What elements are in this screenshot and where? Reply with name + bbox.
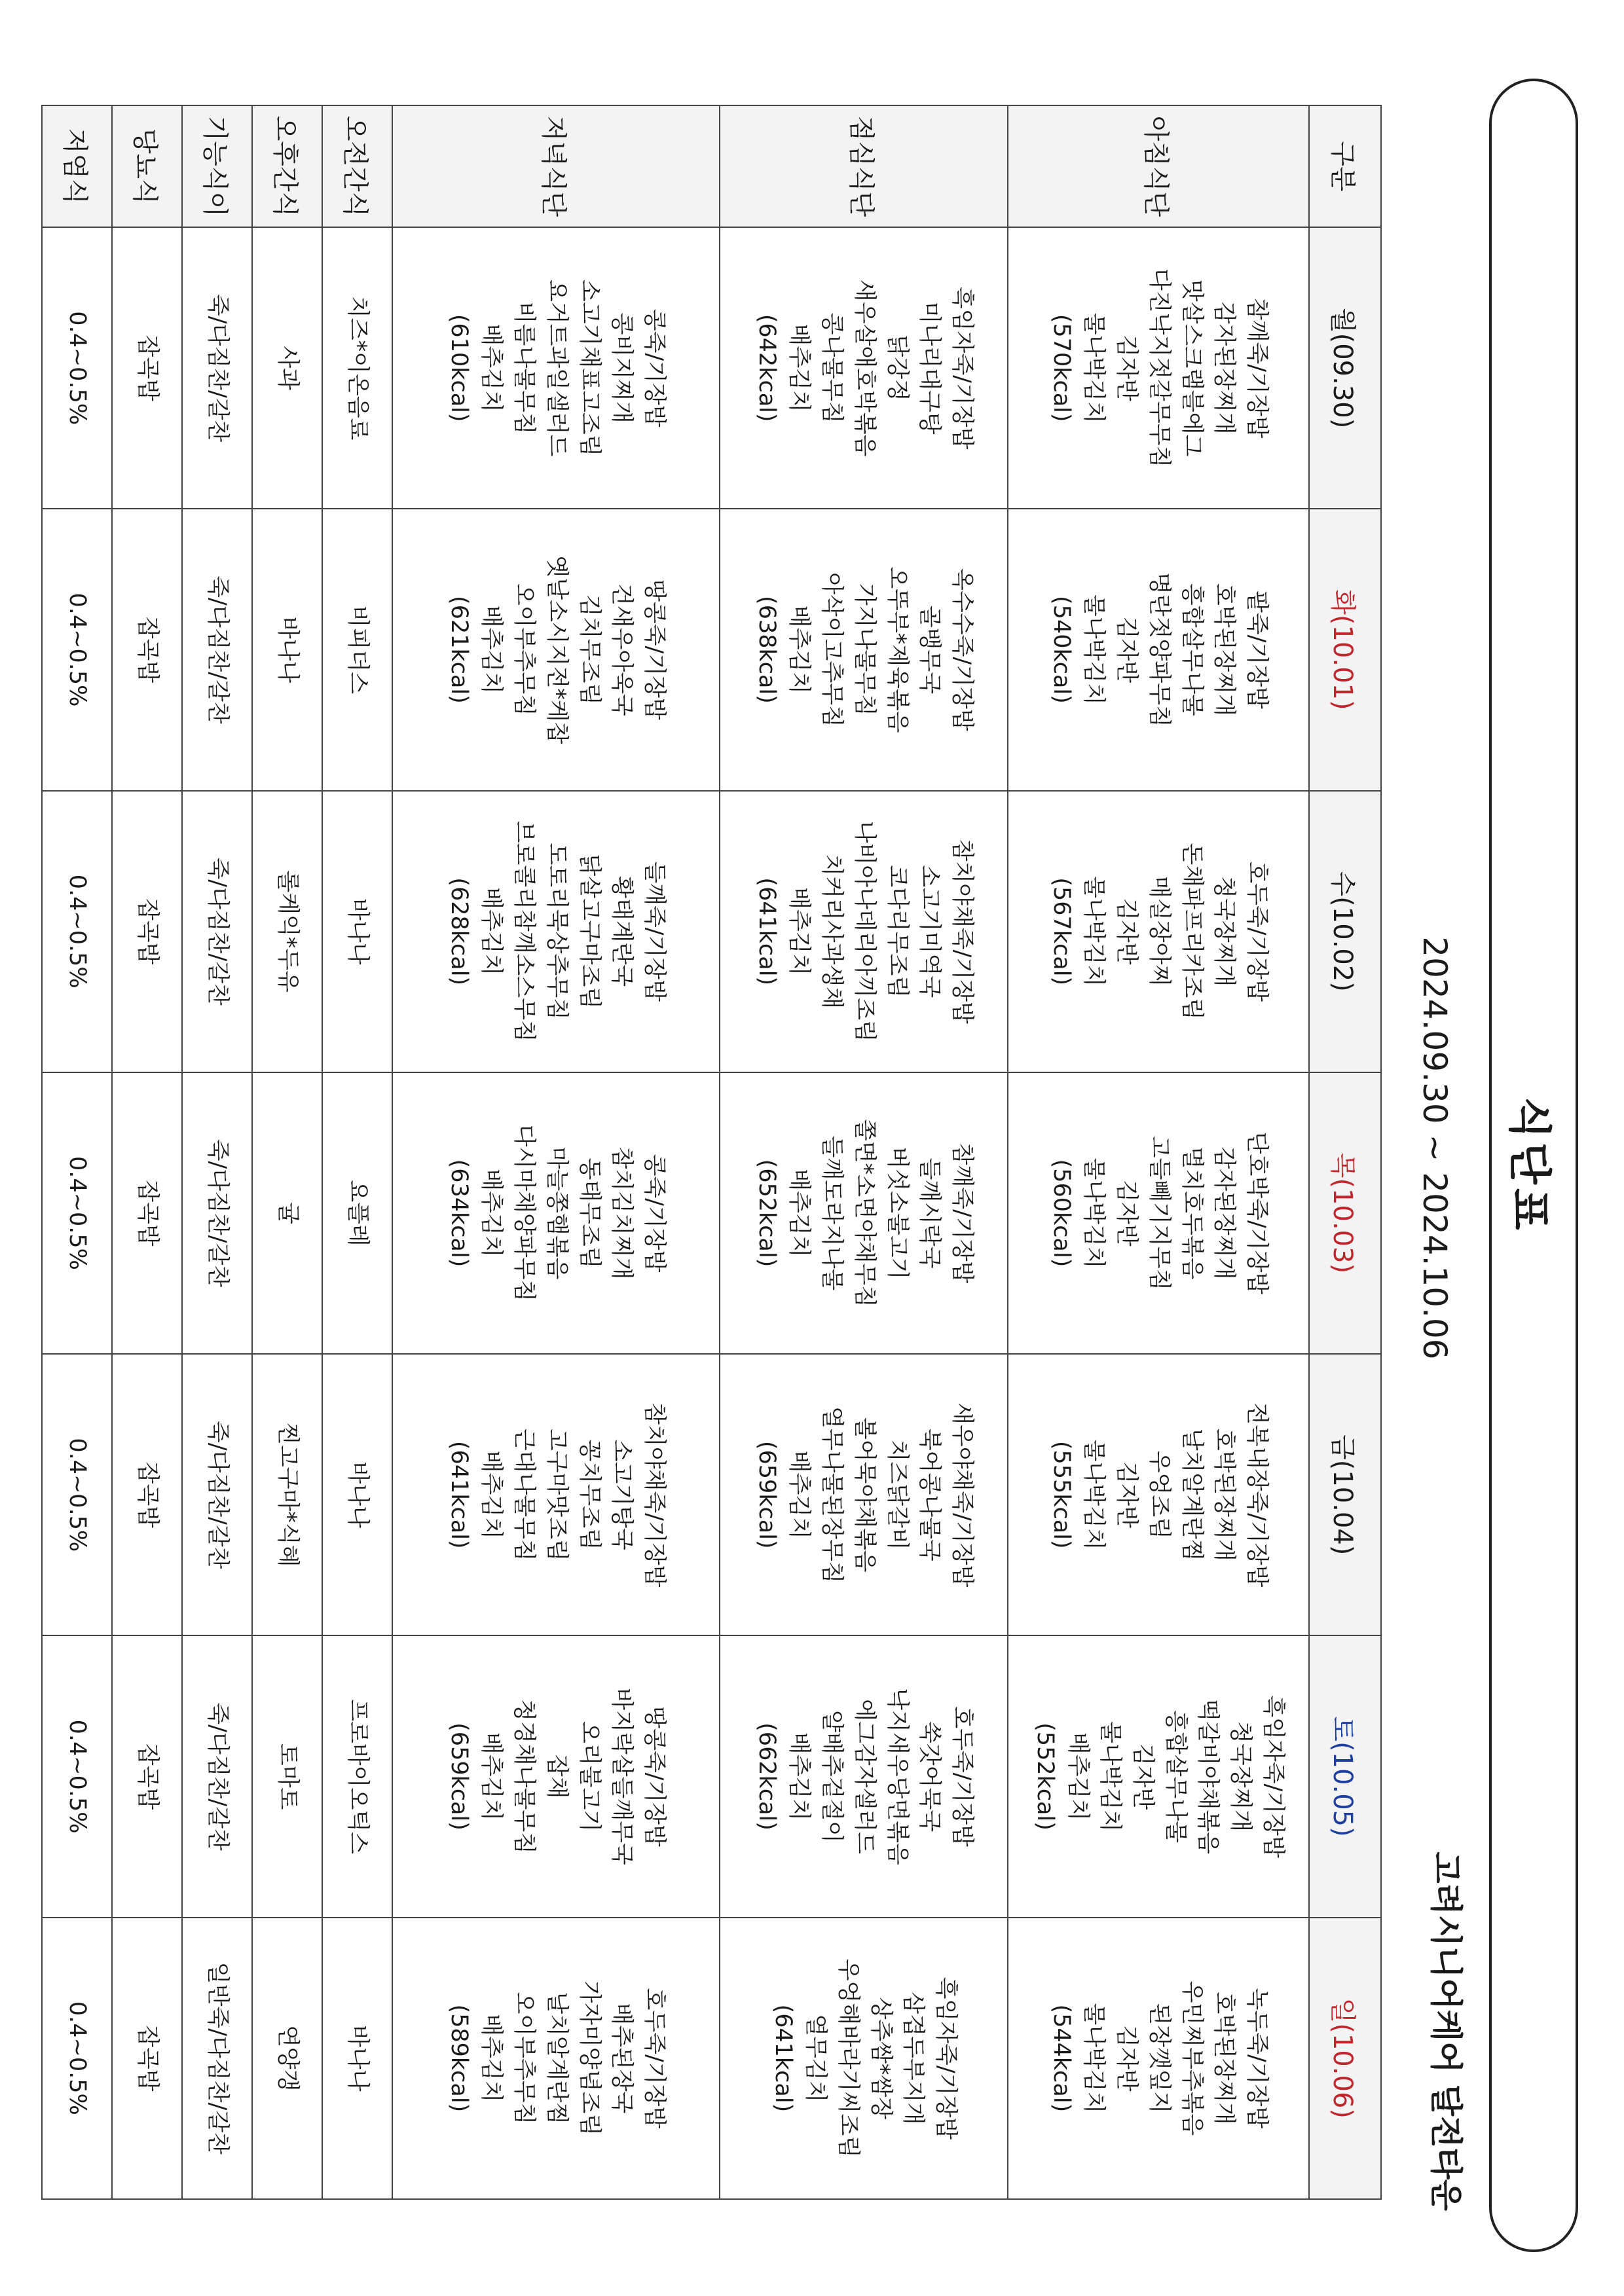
- menu-item: 물나박김치: [1080, 594, 1107, 705]
- day-header: 목(10.03): [1309, 1072, 1381, 1354]
- menu-item: 열무나물된장무침: [819, 1406, 845, 1584]
- menu-item: 미나리대구탕: [916, 301, 943, 435]
- day-header: 일(10.06): [1309, 1918, 1381, 2199]
- menu-item: 코다리무조림: [883, 865, 910, 998]
- menu-item: 땅콩죽/기장밥: [640, 579, 667, 720]
- menu-cell: [182, 791, 252, 1072]
- menu-item: 물나박김치: [1080, 1439, 1107, 1550]
- menu-item: 멸치호두볶음: [1178, 1146, 1205, 1280]
- menu-item: 도토리묵상추무침: [543, 843, 570, 1020]
- menu-item: 맛살스크램블에그: [1178, 279, 1205, 457]
- menu-cell: [322, 791, 392, 1072]
- menu-item: 참깨죽/기장밥: [948, 1142, 975, 1284]
- menu-item: 소고기탕국: [608, 1439, 635, 1550]
- menu-item: 김자반: [1113, 335, 1140, 401]
- title-banner: [1489, 79, 1578, 2252]
- menu-item: 호박된장찌개: [1211, 1992, 1238, 2125]
- menu-item: 콩죽/기장밥: [640, 308, 667, 428]
- menu-item: 프로바이오틱스: [344, 1699, 371, 1854]
- menu-item: 잡곡밥: [134, 2025, 161, 2092]
- menu-cell: [1008, 1072, 1309, 1354]
- menu-item: 바나나: [274, 616, 301, 683]
- menu-item: 잡곡밥: [134, 1461, 161, 1528]
- menu-item: 옥수수죽/기장밥: [948, 568, 975, 731]
- menu-item: 죽/다짐찬/갈찬: [204, 293, 231, 443]
- meal-label: 저염식: [42, 105, 112, 227]
- menu-cell: [720, 1918, 1008, 2199]
- menu-cell: [392, 1635, 720, 1917]
- menu-table-body: [42, 105, 1309, 2199]
- menu-cell: [322, 1072, 392, 1354]
- meal-label: 오전간식: [322, 105, 392, 227]
- menu-cell: [252, 1918, 322, 2199]
- meal-label: 점심식단: [720, 105, 1008, 227]
- menu-item: 김자반: [1130, 1743, 1156, 1810]
- menu-item: 귤: [274, 1202, 301, 1224]
- menu-item: 참치야채죽/기장밥: [948, 839, 975, 1024]
- menu-item: 요거트과일샐러드: [543, 279, 570, 457]
- menu-cell: [42, 791, 112, 1072]
- menu-item: 열무김치: [802, 2014, 829, 2103]
- menu-item: 들깨시락국: [916, 1157, 943, 1269]
- menu-cell: [42, 1635, 112, 1917]
- menu-cell: [322, 1918, 392, 2199]
- menu-cell: [720, 1072, 1008, 1354]
- menu-item: (628kcal): [445, 877, 472, 986]
- menu-cell: [392, 1918, 720, 2199]
- menu-row: [1008, 105, 1309, 2199]
- menu-item: 쫄면*소면야채무침: [851, 1118, 877, 1307]
- menu-item: (560kcal): [1048, 1159, 1075, 1267]
- menu-item: 흑임자죽/기장밥: [948, 286, 975, 450]
- menu-cell: [42, 1072, 112, 1354]
- menu-item: 오리불고기: [576, 1721, 602, 1832]
- meal-label: 아침식단: [1008, 105, 1309, 227]
- menu-item: 배추김치: [478, 1169, 505, 1258]
- meal-label: 당뇨식: [112, 105, 182, 227]
- menu-item: 날치알계란찜: [543, 1992, 570, 2125]
- menu-item: 쑥갓어묵국: [916, 1721, 943, 1832]
- menu-item: 배추김치: [478, 1450, 505, 1539]
- menu-item: 0.4~0.5%: [64, 2001, 91, 2115]
- menu-cell: [112, 509, 182, 790]
- day-header: 금(10.04): [1309, 1354, 1381, 1635]
- menu-cell: [182, 1354, 252, 1635]
- menu-item: 호박된장찌개: [1211, 583, 1238, 716]
- menu-item: 새우살애호박볶음: [851, 279, 877, 457]
- menu-cell: [1008, 791, 1309, 1072]
- menu-item: 마늘쫑햄볶음: [543, 1146, 570, 1280]
- menu-cell: [392, 509, 720, 790]
- menu-item: 김자반: [1113, 1180, 1140, 1247]
- menu-item: 단호박죽/기장밥: [1243, 1131, 1270, 1295]
- menu-item: 죽/다짐찬/갈찬: [204, 1139, 231, 1288]
- menu-item: 콩나물무침: [819, 312, 845, 424]
- menu-item: 잡곡밥: [134, 1180, 161, 1247]
- menu-item: 잡채: [543, 1754, 570, 1799]
- menu-item: 토마토: [274, 1743, 301, 1810]
- menu-item: 물나박김치: [1080, 312, 1107, 424]
- menu-cell: [392, 791, 720, 1072]
- menu-item: 바나나: [344, 2025, 371, 2092]
- day-header: 화(10.01): [1309, 509, 1381, 790]
- menu-item: (641kcal): [445, 1440, 472, 1549]
- menu-item: 호두죽/기장밥: [640, 1988, 667, 2129]
- menu-item: 배추김치: [478, 1732, 505, 1821]
- menu-item: 참치야채죽/기장밥: [640, 1402, 667, 1588]
- menu-item: 떡갈비야채볶음: [1194, 1699, 1221, 1854]
- menu-cell: [252, 791, 322, 1072]
- menu-item: 김자반: [1113, 1461, 1140, 1528]
- menu-item: 배추김치: [786, 1450, 813, 1539]
- menu-item: 배추김치: [786, 605, 813, 695]
- menu-item: 죽/다짐찬/갈찬: [204, 1421, 231, 1569]
- menu-item: 팥죽/기장밥: [1243, 591, 1270, 709]
- menu-item: 배추김치: [1064, 1732, 1091, 1821]
- menu-cell: [720, 1635, 1008, 1917]
- menu-item: 치즈*이온음료: [344, 295, 371, 441]
- menu-item: (589kcal): [445, 2004, 472, 2113]
- menu-item: (552kcal): [1031, 1722, 1058, 1831]
- menu-item: 다진낙지젓갈무무침: [1145, 268, 1172, 468]
- menu-item: 땅콩죽/기장밥: [640, 1706, 667, 1847]
- menu-item: (659kcal): [753, 1440, 780, 1549]
- menu-item: 오이부추무침: [511, 583, 538, 716]
- menu-item: 매실장아찌: [1145, 876, 1172, 987]
- menu-item: 김자반: [1113, 898, 1140, 965]
- menu-item: 청국장찌개: [1211, 876, 1238, 987]
- menu-item: 감자된장찌개: [1211, 1146, 1238, 1280]
- menu-cell: [720, 509, 1008, 790]
- menu-item: 배추김치: [478, 887, 505, 976]
- menu-item: 고들빼기지무침: [1145, 1135, 1172, 1291]
- menu-item: 청경채나물무침: [511, 1699, 538, 1854]
- menu-item: 꽁치무조림: [576, 1439, 602, 1550]
- menu-item: 흑임자죽/기장밥: [932, 1977, 959, 2140]
- menu-item: 우엉조림: [1145, 1450, 1172, 1539]
- menu-item: 들깨도라지나물: [819, 1135, 845, 1291]
- menu-item: 0.4~0.5%: [64, 1156, 91, 1270]
- menu-item: (540kcal): [1048, 596, 1075, 704]
- menu-cell: [392, 1072, 720, 1354]
- menu-item: 흥합살무나물: [1178, 583, 1205, 716]
- meal-label: 기능식이: [182, 105, 252, 227]
- menu-item: 배추된장국: [608, 2003, 635, 2114]
- menu-cell: [42, 1918, 112, 2199]
- menu-item: 김자반: [1113, 616, 1140, 683]
- menu-item: 날치알계란찜: [1178, 1428, 1205, 1561]
- menu-cell: [112, 227, 182, 509]
- menu-item: 호두죽/기장밥: [1243, 861, 1270, 1002]
- menu-item: 상추쌈*쌈장: [867, 1997, 894, 2120]
- menu-item: 배추김치: [478, 323, 505, 412]
- menu-item: (567kcal): [1048, 877, 1075, 986]
- menu-item: 물나박김치: [1080, 876, 1107, 987]
- menu-cell: [182, 227, 252, 509]
- menu-item: 바나나: [344, 898, 371, 965]
- menu-cell: [322, 1635, 392, 1917]
- meal-label: 오후간식: [252, 105, 322, 227]
- menu-item: 흑임자죽/기장밥: [1259, 1695, 1286, 1858]
- menu-item: 잡곡밥: [134, 1743, 161, 1810]
- menu-cell: [1008, 1918, 1309, 2199]
- menu-cell: [1008, 1635, 1309, 1917]
- menu-cell: [252, 509, 322, 790]
- menu-item: (641kcal): [753, 877, 780, 986]
- menu-cell: [252, 227, 322, 509]
- menu-item: 사과: [274, 346, 301, 390]
- menu-item: 바지락살들깨무국: [608, 1688, 635, 1865]
- menu-item: (621kcal): [445, 596, 472, 704]
- menu-item: 물나박김치: [1097, 1721, 1124, 1832]
- menu-item: 돈채파프리카조림: [1178, 843, 1205, 1020]
- menu-item: 북어콩나물국: [916, 1428, 943, 1561]
- menu-cell: [252, 1072, 322, 1354]
- menu-item: 흥합살무나물: [1162, 1710, 1189, 1843]
- menu-item: 소고기미역국: [916, 865, 943, 998]
- menu-item: 명란젓양파무침: [1145, 572, 1172, 727]
- menu-cell: [322, 1354, 392, 1635]
- menu-table: [41, 105, 1382, 2200]
- menu-item: 0.4~0.5%: [64, 1719, 91, 1834]
- menu-item: 죽/다짐찬/갈찬: [204, 1702, 231, 1851]
- menu-cell: [252, 1354, 322, 1635]
- menu-item: 0.4~0.5%: [64, 592, 91, 707]
- menu-item: 우민찌부추볶음: [1178, 1980, 1205, 2136]
- menu-item: 치커리사과생채: [819, 854, 845, 1010]
- menu-item: 동태무조림: [576, 1157, 602, 1269]
- menu-item: 오이부추무침: [511, 1992, 538, 2125]
- meal-label: 저녁식단: [392, 105, 720, 227]
- menu-item: 비피더스: [344, 605, 371, 695]
- menu-item: (555kcal): [1048, 1440, 1075, 1549]
- page-title: 식단표: [1504, 1097, 1555, 1234]
- menu-item: 0.4~0.5%: [64, 874, 91, 989]
- menu-item: 청국장찌개: [1227, 1721, 1254, 1832]
- menu-item: 다시마채양파무침: [511, 1124, 538, 1302]
- menu-item: 닭강정: [883, 335, 910, 401]
- menu-item: 전복내장죽/기장밥: [1243, 1402, 1270, 1588]
- menu-item: 콩죽/기장밥: [640, 1154, 667, 1273]
- menu-cell: [182, 1072, 252, 1354]
- menu-cell: [112, 1918, 182, 2199]
- menu-item: 0.4~0.5%: [64, 1438, 91, 1552]
- menu-cell: [1008, 509, 1309, 790]
- menu-cell: [112, 1635, 182, 1917]
- menu-item: 참치김치찌개: [608, 1146, 635, 1280]
- menu-item: 들깨죽/기장밥: [640, 861, 667, 1002]
- menu-item: 롤케익*두유: [274, 870, 301, 993]
- menu-item: 배추김치: [786, 887, 813, 976]
- menu-item: 옛날소시지전*케찹: [543, 555, 570, 744]
- menu-cell: [322, 509, 392, 790]
- menu-item: 잡곡밥: [134, 616, 161, 683]
- menu-item: (638kcal): [753, 596, 780, 704]
- menu-item: 연양갱: [274, 2025, 301, 2092]
- menu-cell: [1008, 227, 1309, 509]
- menu-cell: [182, 1918, 252, 2199]
- day-header: 수(10.02): [1309, 791, 1381, 1072]
- corner-label: 구분: [1309, 105, 1381, 227]
- menu-cell: [182, 509, 252, 790]
- menu-item: 아삭이고추무침: [819, 572, 845, 727]
- menu-row: [182, 105, 252, 2199]
- menu-item: 요플레: [344, 1180, 371, 1247]
- menu-item: (610kcal): [445, 314, 472, 422]
- menu-cell: [112, 1072, 182, 1354]
- day-header: 토(10.05): [1309, 1635, 1381, 1917]
- menu-item: 황태계란국: [608, 876, 635, 987]
- menu-item: 나비아나데리아끼조림: [851, 820, 877, 1042]
- menu-item: 잡곡밥: [134, 335, 161, 401]
- menu-item: 볼어묵야채볶음: [851, 1417, 877, 1573]
- menu-item: (652kcal): [753, 1159, 780, 1267]
- menu-row: [112, 105, 182, 2199]
- day-header: 월(09.30): [1309, 227, 1381, 509]
- menu-item: 새우야채죽/기장밥: [948, 1402, 975, 1588]
- menu-item: 물나박김치: [1080, 1157, 1107, 1269]
- menu-row: [322, 105, 392, 2199]
- facility-name: 고려시니어케어 달전타운: [1427, 1851, 1465, 2211]
- menu-item: 죽/다짐찬/갈찬: [204, 575, 231, 724]
- menu-item: 잡곡밥: [134, 898, 161, 965]
- menu-item: 일반죽/다짐찬/갈찬: [204, 1961, 231, 2155]
- menu-item: 에그감자샐러드: [851, 1699, 877, 1854]
- menu-item: (570kcal): [1048, 314, 1075, 422]
- menu-item: 콩비지찌개: [608, 312, 635, 424]
- menu-cell: [720, 1354, 1008, 1635]
- menu-cell: [42, 227, 112, 509]
- menu-item: 닭살고구마조림: [576, 854, 602, 1010]
- menu-cell: [322, 227, 392, 509]
- menu-item: 배추김치: [786, 323, 813, 412]
- menu-item: 참깨죽/기장밥: [1243, 297, 1270, 439]
- menu-item: 된장깻잎지: [1145, 2003, 1172, 2114]
- menu-item: 근대나물무침: [511, 1428, 538, 1561]
- table-header-row: [1309, 105, 1381, 2199]
- menu-cell: [392, 227, 720, 509]
- date-range: 2024.09.30 ~ 2024.10.06: [1416, 936, 1454, 1360]
- menu-item: 배추김치: [786, 1169, 813, 1258]
- menu-item: 고구마맛조림: [543, 1428, 570, 1561]
- menu-row: [392, 105, 720, 2199]
- menu-item: 감자된장찌개: [1211, 301, 1238, 435]
- menu-item: 죽/다짐찬/갈찬: [204, 857, 231, 1006]
- menu-cell: [42, 509, 112, 790]
- menu-item: 호두죽/기장밥: [948, 1706, 975, 1847]
- menu-cell: [720, 227, 1008, 509]
- menu-item: (659kcal): [445, 1722, 472, 1831]
- menu-row: [720, 105, 1008, 2199]
- menu-item: (642kcal): [753, 314, 780, 422]
- menu-item: 브로콜리참깨소스무침: [511, 820, 538, 1042]
- menu-item: 낙지새우당면볶음: [883, 1688, 910, 1865]
- menu-row: [42, 105, 112, 2199]
- menu-item: 배추김치: [786, 1732, 813, 1821]
- menu-item: 우엉해바라기씨조림: [835, 1958, 861, 2158]
- menu-item: (634kcal): [445, 1159, 472, 1267]
- menu-item: 배추김치: [478, 605, 505, 695]
- menu-item: 소고기채표고조림: [576, 279, 602, 457]
- menu-cell: [252, 1635, 322, 1917]
- menu-item: (662kcal): [753, 1722, 780, 1831]
- menu-item: 찐고구마*식혜: [274, 1423, 301, 1567]
- menu-item: 삼겹두부지개: [900, 1992, 927, 2125]
- menu-item: 골뱅무국: [916, 605, 943, 695]
- menu-item: 비름나물무침: [511, 301, 538, 435]
- menu-item: 김자반: [1113, 2025, 1140, 2092]
- menu-cell: [1008, 1354, 1309, 1635]
- menu-item: 녹두죽/기장밥: [1243, 1988, 1270, 2129]
- menu-item: 치즈닭갈비: [883, 1439, 910, 1550]
- menu-item: 버섯소불고기: [883, 1146, 910, 1280]
- menu-row: [252, 105, 322, 2199]
- menu-item: 가지나물무침: [851, 583, 877, 716]
- menu-item: 가자미양념조림: [576, 1980, 602, 2136]
- menu-item: 0.4~0.5%: [64, 311, 91, 426]
- menu-item: 김치무조림: [576, 594, 602, 705]
- menu-item: 오뚜부*제육볶음: [883, 566, 910, 733]
- menu-cell: [112, 791, 182, 1072]
- menu-item: 얄배추겉절이: [819, 1710, 845, 1843]
- menu-cell: [182, 1635, 252, 1917]
- menu-cell: [112, 1354, 182, 1635]
- menu-item: 호박된장찌개: [1211, 1428, 1238, 1561]
- menu-item: (544kcal): [1048, 2004, 1075, 2113]
- menu-item: 배추김치: [478, 2014, 505, 2103]
- menu-item: 물나박김치: [1080, 2003, 1107, 2114]
- menu-item: 바나나: [344, 1461, 371, 1528]
- menu-cell: [720, 791, 1008, 1072]
- menu-item: 건새우아욱국: [608, 583, 635, 716]
- menu-cell: [42, 1354, 112, 1635]
- menu-item: (641kcal): [769, 2004, 796, 2113]
- menu-cell: [392, 1354, 720, 1635]
